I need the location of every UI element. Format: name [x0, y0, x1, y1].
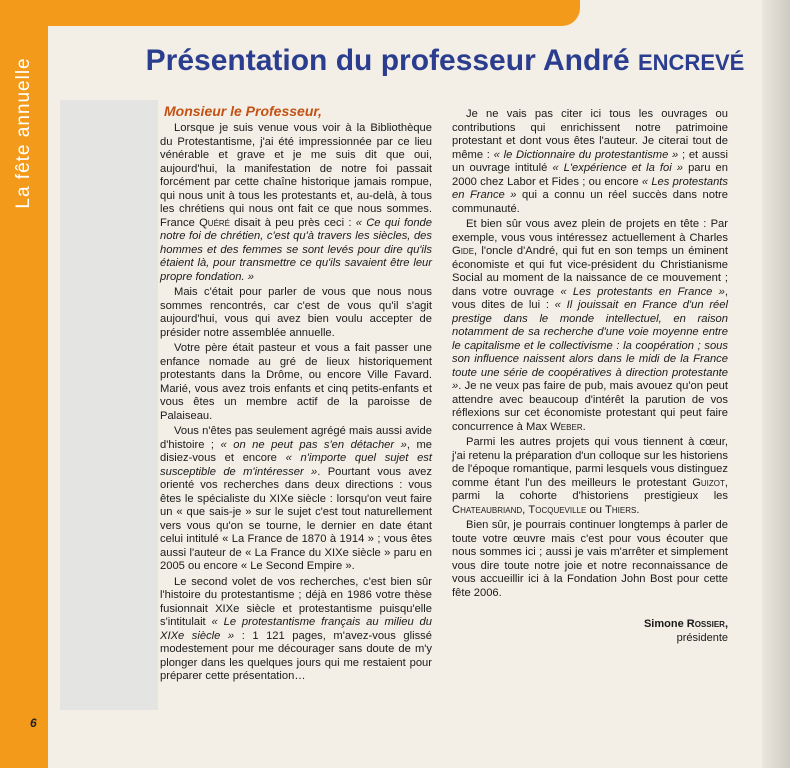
title-main: Présentation du professeur André	[145, 44, 638, 77]
section-label	[4, 30, 44, 235]
signature	[452, 618, 728, 645]
top-orange-band	[0, 0, 580, 26]
page-number: 6	[30, 716, 37, 730]
signature-name: Simone Rossier,	[643, 618, 728, 630]
salutation: Monsieur le Professeur,	[164, 103, 322, 119]
left-paragraph-5: Le second volet de vos recherches, c'est bien sûr l'histoire du protestantisme ; déjà en 1986 votre thèse fusionnait XIXe siècle et protestantisme puisqu'elle s'intitulait « Le protestantisme français au milieu du XIXe siècle » : 1 121 pages, m'avez-vous glissé modestement pour me décourager sans doute de m'y plonger dans les quelques jours qui me restaient pour préparer cette présentation…	[160, 575, 432, 682]
left-paragraph-4: Vous n'êtes pas seulement agrégé mais aussi avide d'histoire ; « on ne peut pas s'en détacher », me disiez-vous et encore « n'importe quel sujet est susceptible de m'intéresser ». Pourtant vous avez orienté vos recherches dans deux directions : vous êtes le spécialiste du XIXe siècle : lorsqu'on veut faire un « que sais-je » sur le sujet c'est tout naturellement vers vous qu'on se tourne, le dernier en date étant celui intitulé « La France de 1870 à 1914 » ; vous êtes aussi l'auteur de « La France du XIXe siècle » paru en 2005 ou encore « Le Second Empire ».	[160, 425, 433, 572]
section-label-text: La fête annuelle	[13, 56, 34, 209]
right-paragraph-3: Parmi les autres projets qui vous tiennent à cœur, j'ai retenu la préparation d'un colloque sur les historiens de l'époque romantique, parmi lesquels vous distinguez comme étant l'un des meilleurs le protestant Guizot, parmi la cohorte d'historiens prestigieux les Chateaubriand, Tocqueville ou Thiers.	[452, 436, 728, 516]
left-column	[160, 122, 432, 686]
page-curl-edge	[762, 0, 790, 768]
right-paragraph-4: Bien sûr, je pourrais continuer longtemps à parler de toute votre œuvre mais c'est pour vous écouter que nous sommes ici ; aussi je vais m'arrêter et simplement vous dire toute notre joie et notre reconnaissance de vous accueillir ici à la Fondation John Bost pour cette fête 2006.	[452, 519, 728, 599]
left-paragraph-2: Mais c'était pour parler de vous que nous nous sommes rencontrés, car c'est de vous qu'il s'agit aujourd'hui, vous qui avez bien voulu accepter de présider notre assemblée annuelle.	[160, 286, 432, 339]
right-paragraph-1: Je ne vais pas citer ici tous les ouvrages ou contributions qui enrichissent notre patrimoine protestant et dont vous êtes l'auteur. Je citerai tout de même : « le Dictionnaire du protestantisme » ; et aussi un ouvrage intitulé « L'expérience et la foi » paru en 2000 chez Labor et Fides ; ou encore « Les protestants en France » qui a connu un réel succès dans notre communauté.	[452, 108, 728, 215]
right-paragraph-2: Et bien sûr vous avez plein de projets en tête : Par exemple, vous vous intéressez actuellement à Charles Gide, l'oncle d'André, qui fut en son temps un éminent économiste et qui fut vice-président du Christianisme Social au moment de la naissance de ce mouvement ; dans votre ouvrage « Les protestants en France », vous dites de lui : « Il jouissait en France d'un réel prestige dans le monde intellectuel, en raison notamment de sa recherche d'une voie moyenne entre le capitalisme et le collectivisme : la coopération ; sous son influence naissent alors dans le midi de la France toute une série de coopératives à direction protestante ». Je ne veux pas faire de pub, mais avouez qu'on peut attendre avec beaucoup d'intérêt la parution de vos réflexions sur cet économiste protestant qui peut faire concurrence à Max Weber.	[452, 218, 728, 433]
left-paragraph-3: Votre père était pasteur et vous a fait passer une enfance nomade au gré de lieux historiquement protestants dans la Drôme, ou encore Ville Favard. Marié, vous avez trois enfants et cinq petits-enfants et vous êtes un membre actif de la paroisse de Palaiseau.	[160, 342, 432, 422]
right-column	[452, 108, 728, 645]
signature-role: présidente	[676, 631, 728, 644]
page-title	[130, 44, 760, 78]
title-surname: ENCREVÉ	[637, 50, 745, 75]
left-paragraph-1: Lorsque je suis venue vous voir à la Bibliothèque du Protestantisme, j'ai été impressionnée par ce lieu vénérable et grave et je me suis dit que oui, aujourd'hui, la manifestation de notre foi passait forcément par cette chaîne historique jamais rompue, qui nous unit à tous les protestants et, au-delà, à tous les chrétiens qui nous ont fait ce que nous sommes. France Quéré disait à peu près ceci : « Ce qui fonde notre foi de chrétien, c'est qu'à travers les siècles, des hommes et des femmes se sont levés pour dire qu'ils étaient là, pour transmettre ce qu'ils savaient être leur propre fondation. »	[160, 122, 432, 283]
bleed-through-image	[60, 100, 158, 710]
